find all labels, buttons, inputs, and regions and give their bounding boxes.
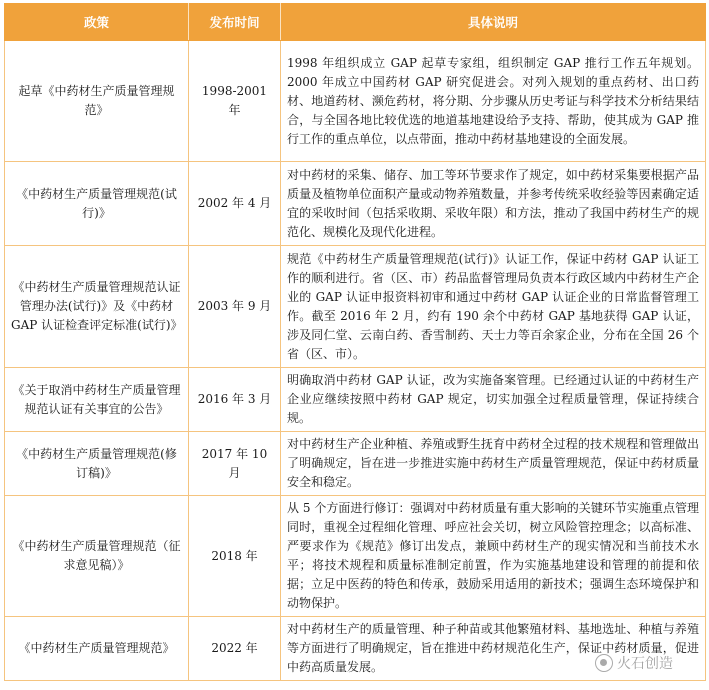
policy-cell: 起草《中药材生产质量管理规范》 [5, 41, 189, 162]
date-cell: 2016 年 3 月 [189, 368, 281, 432]
header-policy: 政策 [5, 4, 189, 41]
header-description: 具体说明 [281, 4, 706, 41]
date-cell: 1998-2001 年 [189, 41, 281, 162]
watermark [595, 652, 695, 674]
watermark-text: 火石创造 [617, 656, 673, 672]
description-cell: 对中药材生产企业种植、养殖或野生抚育中药材全过程的技术规程和管理做出了明确规定，旨在进一步推进实施中药材生产质量管理规范，保证中药材质量安全和稳定。 [281, 432, 706, 496]
table-row [5, 368, 706, 432]
date-cell: 2018 年 [189, 496, 281, 617]
policy-cell: 《中药材生产质量管理规范(试行)》 [5, 162, 189, 246]
wechat-logo-icon [595, 654, 613, 672]
header-date: 发布时间 [189, 4, 281, 41]
description-cell: 明确取消中药材 GAP 认证，改为实施备案管理。已经通过认证的中药材生产企业应继续按照中药材 GAP 规定，切实加强全过程质量管理，保证持续合规。 [281, 368, 706, 432]
policy-cell: 《中药材生产质量管理规范（征求意见稿）》 [5, 496, 189, 617]
policy-cell: 《中药材生产质量管理规范认证管理办法(试行)》及《中药材 GAP 认证检查评定标准(试行)》 [5, 246, 189, 368]
date-cell: 2003 年 9 月 [189, 246, 281, 368]
policy-table [4, 3, 706, 681]
table-row [5, 432, 706, 496]
description-cell: 对中药材生产的质量管理、种子种苗或其他繁殖材料、基地选址、种植与养殖等方面进行了明确规定，旨在推进中药材规范化生产，保证中药材质量，促进中药高质量发展。 [281, 617, 706, 681]
policy-cell: 《中药材生产质量管理规范》 [5, 617, 189, 681]
table-header-row [5, 4, 706, 41]
table-row [5, 162, 706, 246]
table-row [5, 246, 706, 368]
date-cell: 2017 年 10 月 [189, 432, 281, 496]
policy-cell: 《中药材生产质量管理规范(修订稿)》 [5, 432, 189, 496]
description-cell: 1998 年组织成立 GAP 起草专家组，组织制定 GAP 推行工作五年规划。2000 年成立中国药材 GAP 研究促进会。对列入规划的重点药材、出口药材、地道药材、濒危药材，将分期、分步骤从历史考证与科学技术分析结果结合，与全国各地比较优选的地道基地建设给予支持、帮助，使其成为 GAP 推行工作的重点单位，以点带面，推动中药材基地建设的全面发展。 [281, 41, 706, 162]
policy-cell: 《关于取消中药材生产质量管理规范认证有关事宜的公告》 [5, 368, 189, 432]
table-row [5, 496, 706, 617]
description-cell: 规范《中药材生产质量管理规范(试行)》认证工作，保证中药材 GAP 认证工作的顺利进行。省（区、市）药品监督管理局负责本行政区域内中药材生产企业的 GAP 认证申报资料初审和通过中药材 GAP 认证企业的日常监督管理工作。截至 2016 年 2 月，约有 190 余个中药材 GAP 基地获得 GAP 认证，涉及同仁堂、云南白药、香雪制药、天士力等百余家企业，分布在全国 26 个省（区、市）。 [281, 246, 706, 368]
date-cell: 2002 年 4 月 [189, 162, 281, 246]
description-cell: 从 5 个方面进行修订：强调对中药材质量有重大影响的关键环节实施重点管理同时，重视全过程细化管理、呼应社会关切，树立风险管控理念；以高标准、严要求作为《规范》修订出发点，兼顾中药材生产的现实情况和当前技术水平；将技术规程和质量标准制定前置，作为实施基地建设和管理的前提和依据；立足中医药的特色和传承，鼓励采用适用的新技术；强调生态环境保护和动物保护。 [281, 496, 706, 617]
date-cell: 2022 年 [189, 617, 281, 681]
table-row [5, 41, 706, 162]
description-cell: 对中药材的采集、储存、加工等环节要求作了规定，如中药材采集要根据产品质量及植物单位面积产量或动物养殖数量，并参考传统采收经验等因素确定适宜的采收时间（包括采收期、采收年限）和方法，推动了我国中药材生产的规范化、规模化及现代化进程。 [281, 162, 706, 246]
